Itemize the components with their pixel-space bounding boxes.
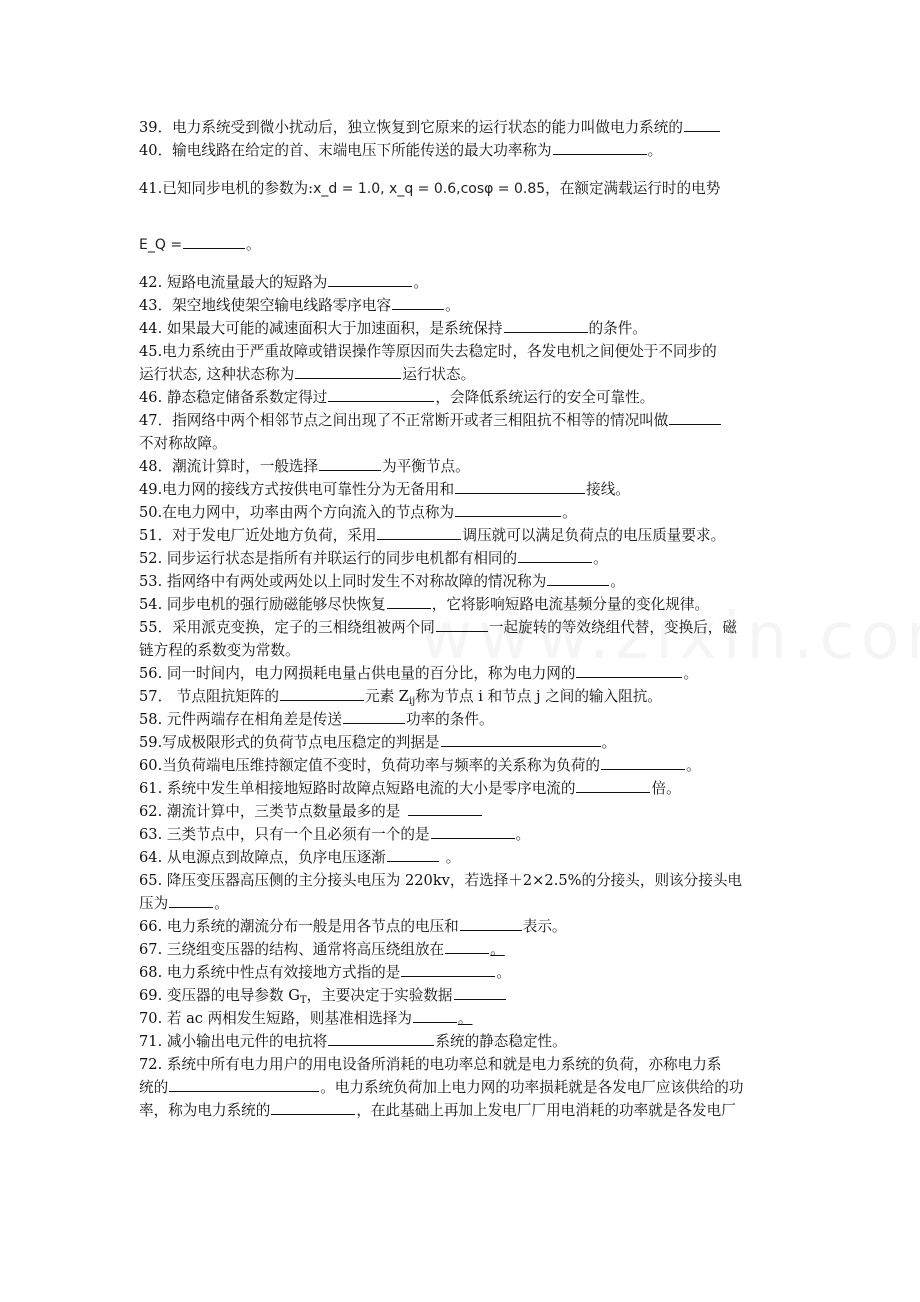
answer-blank xyxy=(576,662,682,678)
answer-blank xyxy=(436,616,488,632)
answer-blank xyxy=(413,1007,457,1023)
question-47: 47．指网络中两个相邻节点之间出现了不正常断开或者三相阻抗不相等的情况叫做 xyxy=(139,409,789,432)
question-53: 53. 指网络中有两处或两处以上同时发生不对称故障的情况称为 。 xyxy=(139,570,789,593)
question-51: 51．对于发电厂近处地方负荷，采用 调压就可以满足负荷点的电压质量要求。 xyxy=(139,524,789,547)
answer-blank xyxy=(271,1099,355,1115)
answer-blank xyxy=(328,271,412,287)
answer-blank xyxy=(431,823,515,839)
answer-blank xyxy=(504,317,588,333)
answer-blank xyxy=(328,1030,434,1046)
question-41-equation: E_Q = 。 xyxy=(139,233,789,256)
question-60: 60.当负荷端电压维持额定值不变时，负荷功率与频率的关系称为负荷的 。 xyxy=(139,754,789,777)
answer-blank xyxy=(183,233,245,249)
answer-blank xyxy=(518,547,592,563)
question-71: 71. 减小输出电元件的电抗将 系统的静态稳定性。 xyxy=(139,1030,789,1053)
answer-blank xyxy=(328,386,434,402)
answer-blank xyxy=(169,1076,319,1092)
question-45: 45.电力系统由于严重故障或错误操作等原因而失去稳定时，各发电机之间便处于不同步的 xyxy=(139,343,717,360)
answer-blank xyxy=(343,708,405,724)
answer-blank xyxy=(455,478,585,494)
question-61: 61. 系统中发生单相接地短路时故障点短路电流的大小是零序电流的 倍。 xyxy=(139,777,789,800)
question-44: 44. 如果最大可能的减速面积大于加速面积，是系统保持 的条件。 xyxy=(139,317,789,340)
question-41: 41.已知同步电机的参数为:x_d = 1.0, x_q = 0.6,cosφ = 0.85，在额定满载运行时的电势 xyxy=(139,180,721,197)
answer-blank xyxy=(401,961,495,977)
question-59: 59.写成极限形式的负荷节点电压稳定的判据是 。 xyxy=(139,731,789,754)
question-47-cont: 不对称故障。 xyxy=(139,435,227,452)
question-52: 52. 同步运行状态是指所有并联运行的同步电机都有相同的 。 xyxy=(139,547,789,570)
question-58: 58. 元件两端存在相角差是传送 功率的条件。 xyxy=(139,708,789,731)
question-67: 67. 三绕组变压器的结构、通常将高压绕组放在 。 xyxy=(139,938,789,961)
question-48: 48．潮流计算时，一般选择 为平衡节点。 xyxy=(139,455,789,478)
question-42: 42. 短路电流量最大的短路为 。 xyxy=(139,271,789,294)
question-57: 57． 节点阻抗矩阵的 元素 $Z_{ij}$称为节点 i 和节点 j 之间的输入阻抗。 xyxy=(139,685,789,708)
question-62: 62. 潮流计算中，三类节点数量最多的是 xyxy=(139,800,789,823)
question-63: 63. 三类节点中，只有一个且必须有一个的是 。 xyxy=(139,823,789,846)
answer-blank xyxy=(669,409,721,425)
question-55: 55．采用派克变换，定子的三相绕组被两个同 一起旋转的等效绕组代替，变换后，磁 xyxy=(139,616,789,639)
question-65-cont: 压为 。 xyxy=(139,892,789,915)
answer-blank xyxy=(553,139,647,155)
question-66: 66. 电力系统的潮流分布一般是用各节点的电压和 表示。 xyxy=(139,915,789,938)
question-50: 50.在电力网中，功率由两个方向流入的节点称为 。 xyxy=(139,501,789,524)
answer-blank xyxy=(280,685,364,701)
answer-blank xyxy=(445,938,489,954)
answer-blank xyxy=(601,754,685,770)
question-49: 49.电力网的接线方式按供电可靠性分为无备用和 接线。 xyxy=(139,478,789,501)
question-64: 64. 从电源点到故障点，负序电压逐渐 。 xyxy=(139,846,789,869)
question-69: 69. 变压器的电导参数 $G_T$，主要决定于实验数据 xyxy=(139,984,789,1007)
question-45-cont: 运行状态, 这种状态称为 运行状态。 xyxy=(139,363,789,386)
answer-blank xyxy=(441,731,601,747)
answer-blank xyxy=(408,800,482,816)
question-65: 65. 降压变压器高压侧的主分接头电压为 220kv，若选择＋2×2.5%的分接头，则该分接头电 xyxy=(139,872,743,889)
answer-blank xyxy=(319,455,381,471)
question-40: 40．输电线路在给定的首、末端电压下所能传送的最大功率称为 。 xyxy=(139,139,789,162)
question-46: 46. 静态稳定储备系数定得过 ，会降低系统运行的安全可靠性。 xyxy=(139,386,789,409)
answer-blank xyxy=(387,593,431,609)
answer-blank xyxy=(576,777,650,793)
question-72-cont2: 率，称为电力系统的 ，在此基础上再加上发电厂厂用电消耗的功率就是各发电厂 xyxy=(139,1099,789,1122)
question-56: 56. 同一时间内，电力网损耗电量占供电量的百分比，称为电力网的 。 xyxy=(139,662,789,685)
parameter-formula: x_d = 1.0, x_q = 0.6,cosφ = 0.85 xyxy=(313,181,546,197)
question-72-cont: 统的 。电力系统负荷加上电力网的功率损耗就是各发电厂应该供给的功 xyxy=(139,1076,789,1099)
answer-blank xyxy=(295,363,401,379)
question-55-cont: 链方程的系数变为常数。 xyxy=(139,642,300,659)
question-72: 72. 系统中所有电力用户的用电设备所消耗的电功率总和就是电力系统的负荷，亦称电力系 xyxy=(139,1056,722,1073)
answer-blank xyxy=(547,570,609,586)
answer-blank xyxy=(377,524,461,540)
question-43: 43．架空地线使架空输电线路零序电容 。 xyxy=(139,294,789,317)
answer-blank xyxy=(684,116,720,132)
answer-blank xyxy=(169,892,213,908)
question-54: 54. 同步电机的强行励磁能够尽快恢复 ，它将影响短路电流基频分量的变化规律。 xyxy=(139,593,789,616)
answer-blank xyxy=(392,294,444,310)
question-list xyxy=(139,116,789,1122)
question-68: 68. 电力系统中性点有效接地方式指的是 。 xyxy=(139,961,789,984)
question-70: 70. 若 ac 两相发生短路，则基准相选择为 。 xyxy=(139,1007,789,1030)
question-39: 39．电力系统受到微小扰动后，独立恢复到它原来的运行状态的能力叫做电力系统的 xyxy=(139,116,789,139)
answer-blank xyxy=(387,846,439,862)
answer-blank xyxy=(455,501,561,517)
answer-blank xyxy=(454,984,506,1000)
answer-blank xyxy=(460,915,522,931)
